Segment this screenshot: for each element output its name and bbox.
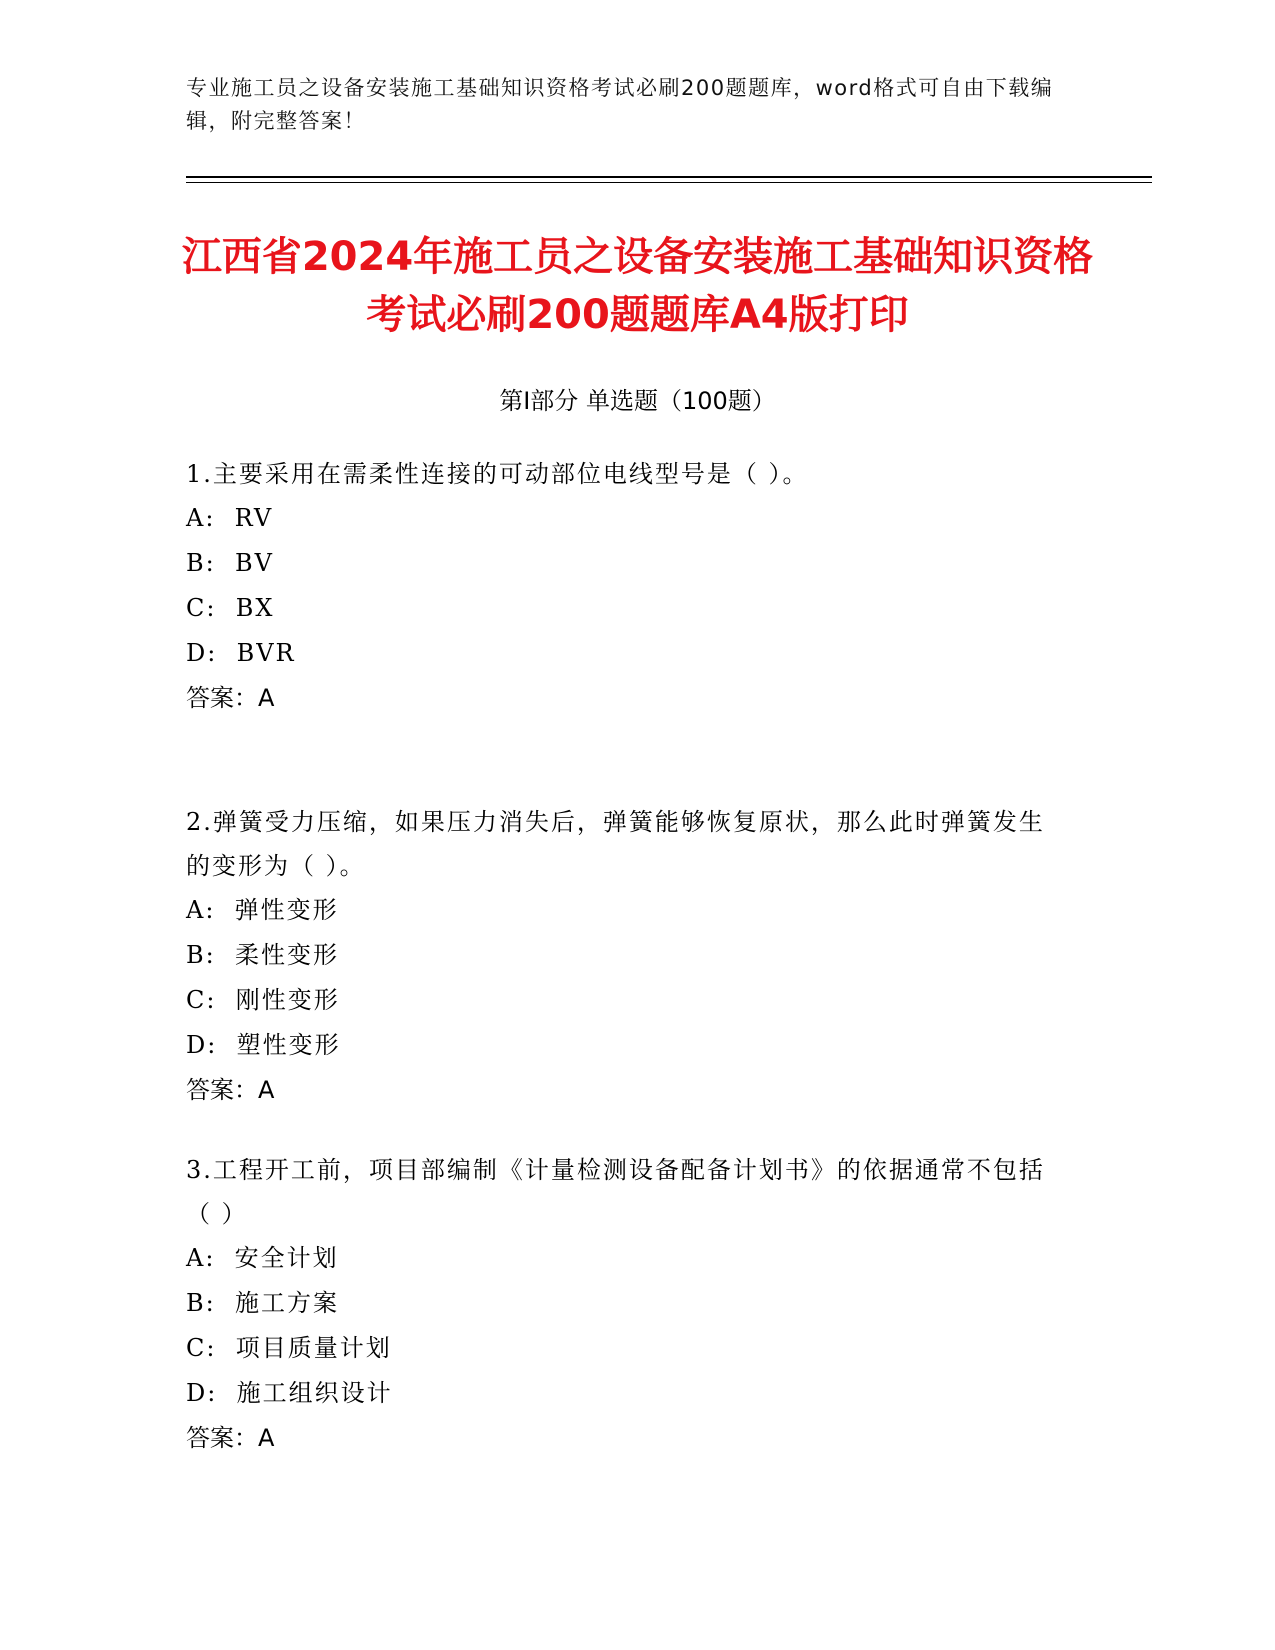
- option-d: D: 塑性变形: [186, 1031, 341, 1059]
- option-c: C: 刚性变形: [186, 986, 340, 1014]
- answer-line: 答案：A: [186, 1076, 275, 1104]
- option-c: C: 项目质量计划: [186, 1334, 392, 1362]
- header-divider-thick: [186, 176, 1152, 178]
- option-d: D: 施工组织设计: [186, 1379, 393, 1407]
- option-b: B: BV: [186, 549, 274, 577]
- option-a: A: 弹性变形: [186, 896, 339, 924]
- question-stem: 3.工程开工前，项目部编制《计量检测设备配备计划书》的依据通常不包括（ ）: [186, 1156, 1045, 1228]
- option-b: B: 柔性变形: [186, 941, 339, 969]
- option-a: A: RV: [186, 504, 274, 532]
- question-stem: 2.弹簧受力压缩，如果压力消失后，弹簧能够恢复原状，那么此时弹簧发生的变形为（ ）。: [186, 808, 1045, 880]
- section-heading: 第Ⅰ部分 单选题（100题）: [499, 387, 776, 415]
- question-2: [186, 800, 1056, 1112]
- option-d: D: BVR: [186, 639, 296, 667]
- answer-line: 答案：A: [186, 1424, 275, 1452]
- question-1: [186, 452, 1056, 720]
- option-c: C: BX: [186, 594, 275, 622]
- question-stem: 1.主要采用在需柔性连接的可动部位电线型号是（ ）。: [186, 460, 809, 488]
- question-3: [186, 1148, 1056, 1460]
- document-header-note: 专业施工员之设备安装施工基础知识资格考试必刷200题题库，word格式可自由下载编辑，附完整答案！: [186, 76, 1054, 133]
- option-a: A: 安全计划: [186, 1244, 339, 1272]
- header-divider-thin: [186, 182, 1152, 183]
- answer-line: 答案：A: [186, 684, 275, 712]
- option-b: B: 施工方案: [186, 1289, 339, 1317]
- document-title: 江西省2024年施工员之设备安装施工基础知识资格考试必刷200题题库A4版打印: [181, 234, 1094, 338]
